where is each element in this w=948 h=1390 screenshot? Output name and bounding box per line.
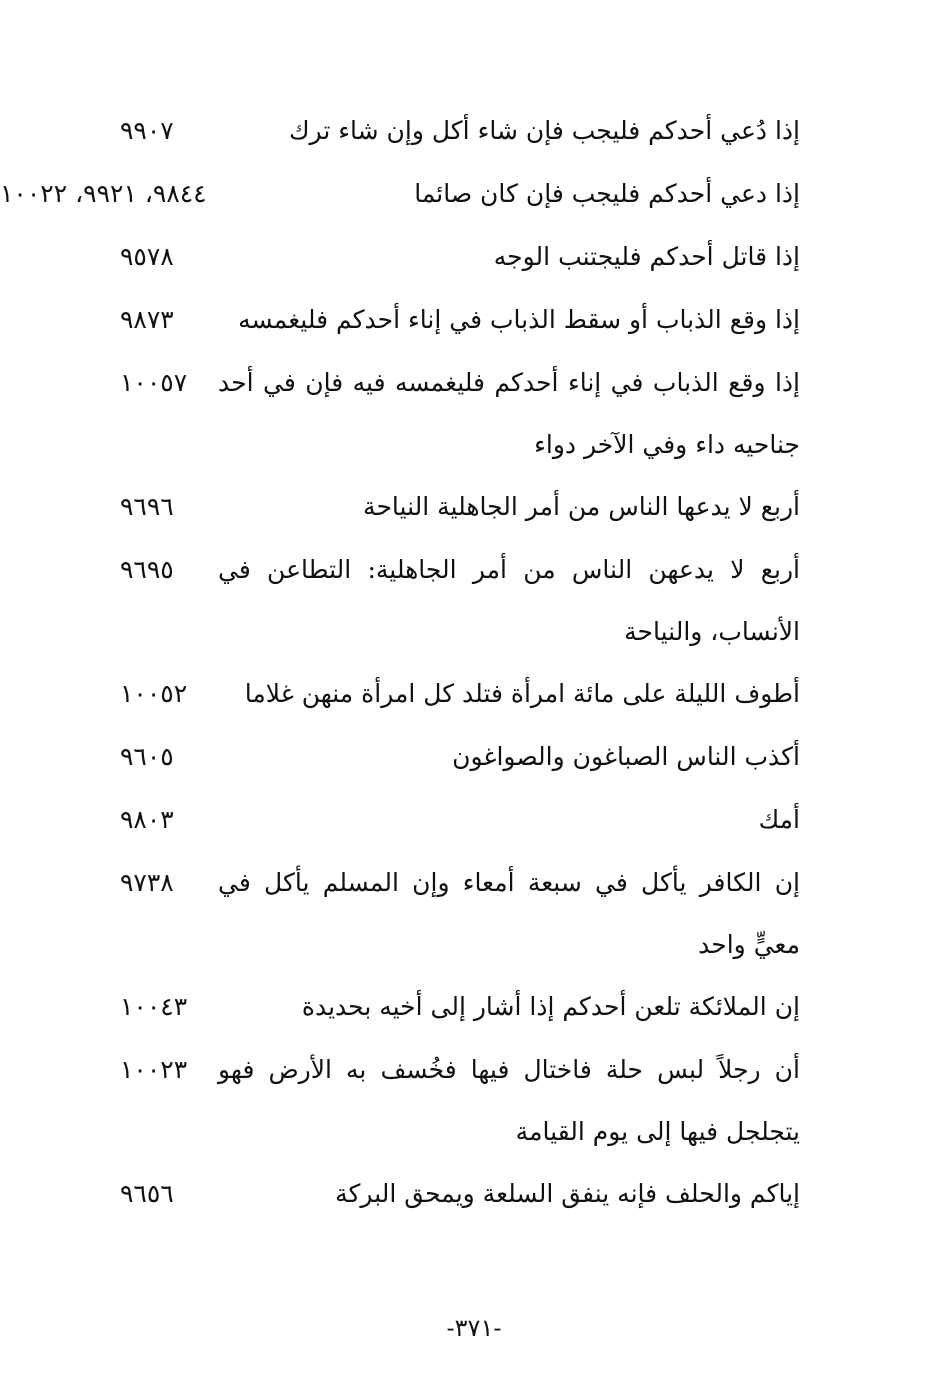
- index-entry: [120, 539, 800, 663]
- entry-text: أكذب الناس الصباغون والصواغون: [452, 742, 800, 771]
- entry-text: إذا وقع الذباب أو سقط الذباب في إناء أحدكم فليغمسه: [238, 305, 800, 334]
- entry-text: أربع لا يدعهن الناس من أمر الجاهلية: التطاعن في الأنساب، والنياحة: [218, 555, 800, 646]
- entry-text: أن رجلاً لبس حلة فاختال فيها فخُسف به الأرض فهو يتجلجل فيها إلى يوم القيامة: [218, 1055, 800, 1146]
- entry-number: ٩٨٤٤، ٩٩٢١، ١٠٠٢٢: [0, 179, 207, 208]
- index-entry: [120, 726, 800, 789]
- index-entry: [120, 976, 800, 1039]
- entry-number: ٩٦٩٥: [120, 555, 174, 584]
- entry-text: إذا دعي أحدكم فليجب فإن كان صائما: [414, 179, 800, 208]
- entry-number: ١٠٠٢٣: [120, 1055, 188, 1084]
- index-entry: [120, 852, 800, 976]
- entry-text: إن الملائكة تلعن أحدكم إذا أشار إلى أخيه بحديدة: [301, 992, 800, 1021]
- entry-text: إياكم والحلف فإنه ينفق السلعة ويمحق البركة: [335, 1179, 800, 1208]
- entry-number: ٩٥٧٨: [120, 242, 174, 271]
- entry-number: ٩٦٩٦: [120, 492, 174, 521]
- index-entry: [120, 789, 800, 852]
- index-entry: [120, 100, 800, 163]
- index-entry: [0, 163, 800, 226]
- entry-number: ٩٨٠٣: [120, 805, 174, 834]
- entry-text: أربع لا يدعها الناس من أمر الجاهلية النياحة: [363, 492, 800, 521]
- entry-number: ٩٧٣٨: [120, 868, 174, 897]
- entry-text: إذا دُعي أحدكم فليجب فإن شاء أكل وإن شاء ترك: [288, 116, 800, 145]
- index-entry: [120, 663, 800, 726]
- index-entry: [120, 226, 800, 289]
- index-entry: [120, 476, 800, 539]
- index-page: [0, 100, 800, 1226]
- entry-number: ١٠٠٥٧: [120, 368, 188, 397]
- entry-number: ١٠٠٥٢: [120, 679, 188, 708]
- entry-number: ٩٩٠٧: [120, 116, 174, 145]
- entry-text: إذا وقع الذباب في إناء أحدكم فليغمسه فيه فإن في أحد جناحيه داء وفي الآخر دواء: [218, 368, 800, 459]
- index-entry: [120, 289, 800, 352]
- entry-text: إن الكافر يأكل في سبعة أمعاء وإن المسلم يأكل في معيٍّ واحد: [218, 868, 800, 959]
- index-entry: [120, 1163, 800, 1226]
- entry-number: ٩٦٥٦: [120, 1179, 174, 1208]
- entry-number: ١٠٠٤٣: [120, 992, 188, 1021]
- entry-number: ٩٦٠٥: [120, 742, 174, 771]
- entry-text: إذا قاتل أحدكم فليجتنب الوجه: [493, 242, 800, 271]
- entry-text: أطوف الليلة على مائة امرأة فتلد كل امرأة منهن غلاما: [244, 679, 800, 708]
- entry-number: ٩٨٧٣: [120, 305, 174, 334]
- index-entry: [120, 352, 800, 476]
- entry-text: أمك: [758, 805, 800, 834]
- page-number: -٣٧١-: [446, 1314, 502, 1342]
- index-entry: [120, 1039, 800, 1163]
